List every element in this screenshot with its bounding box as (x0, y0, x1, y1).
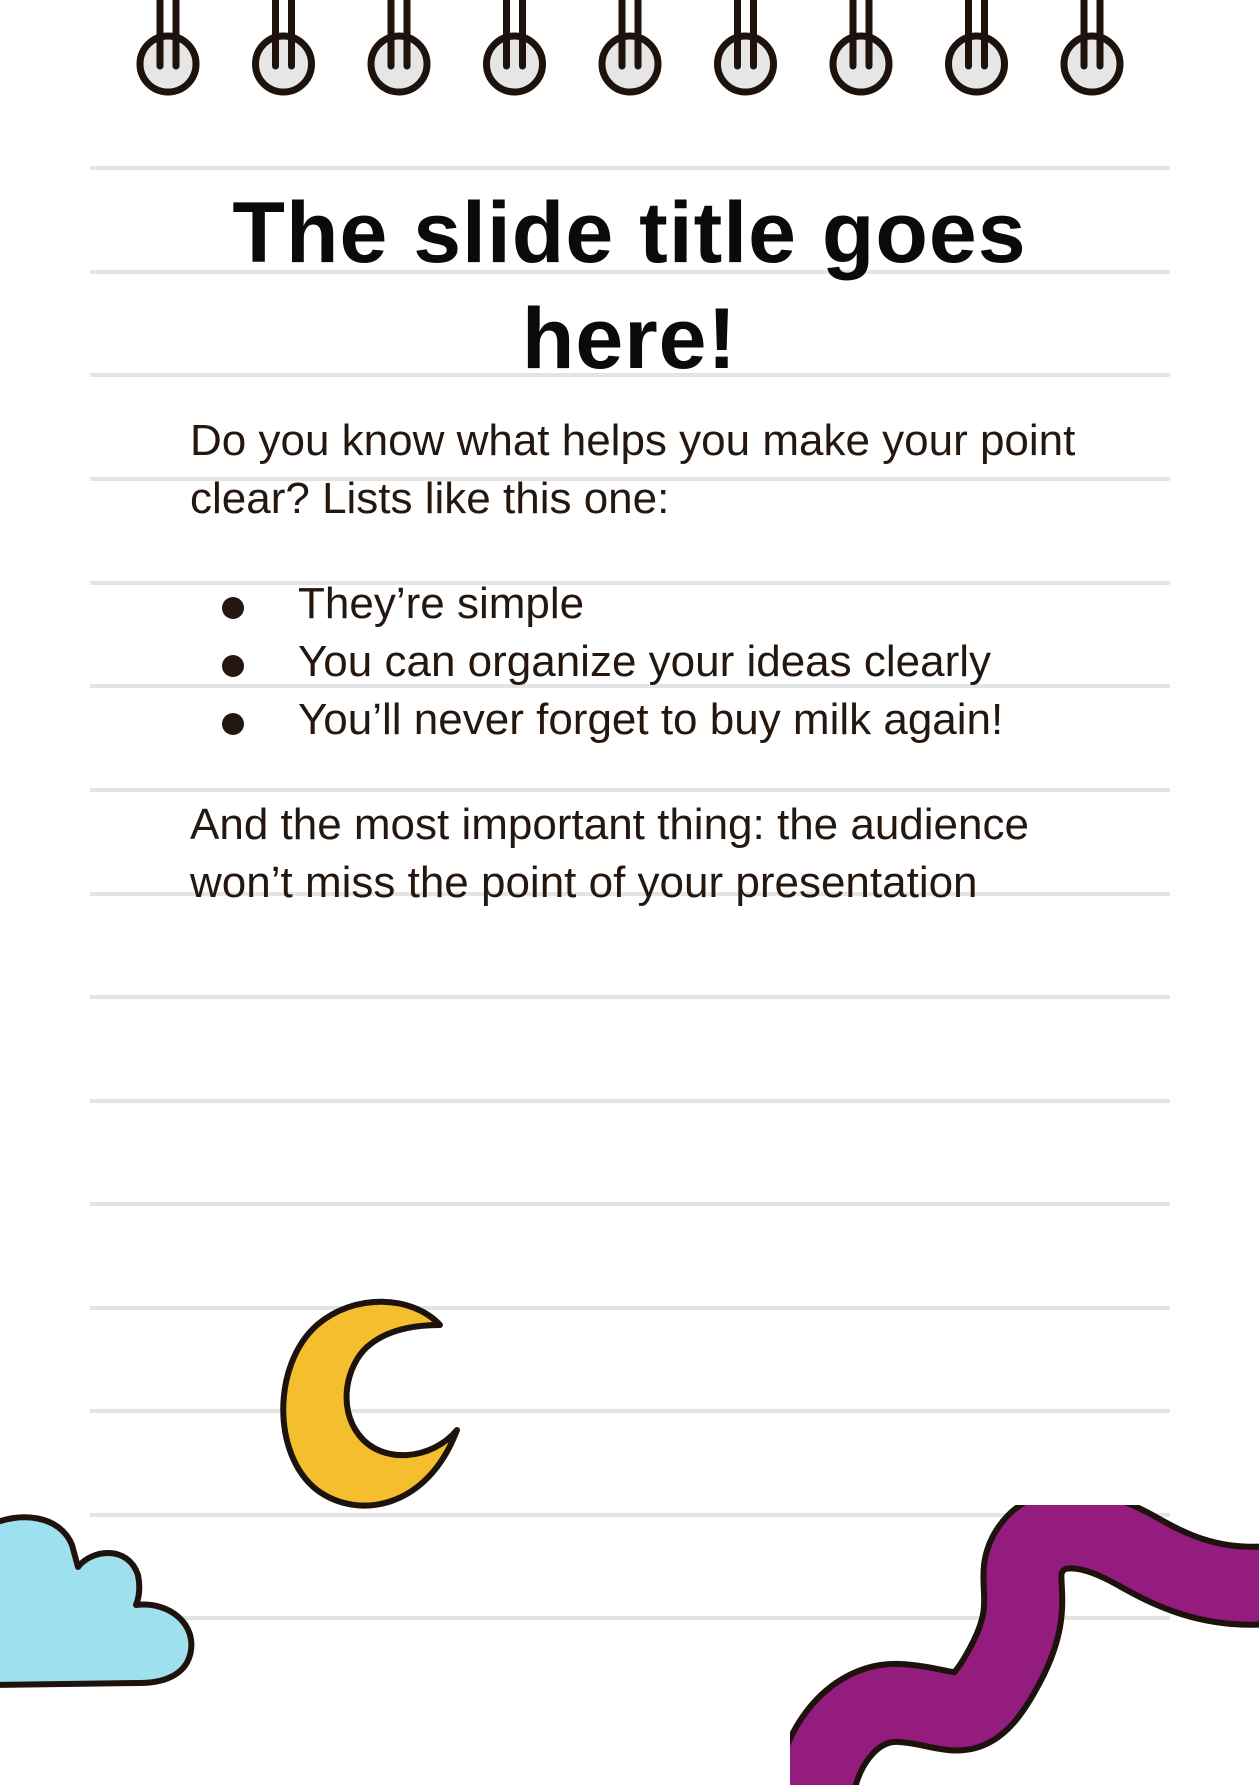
binder-ring (256, 36, 312, 92)
intro-paragraph: Do you know what helps you make your point clear? Lists like this one: (190, 416, 1076, 523)
binder-ring (140, 36, 196, 92)
binder-ring (602, 36, 658, 92)
list-item-text: They’re simple (298, 579, 585, 628)
bullet-dot (222, 713, 244, 735)
ruled-line (90, 1306, 1170, 1310)
binder-ring (718, 36, 774, 92)
ruled-line (90, 1202, 1170, 1206)
list-item (190, 575, 1150, 633)
squiggle-icon (790, 1505, 1259, 1785)
list-item (190, 633, 1150, 691)
binder-ring (1064, 36, 1120, 92)
bullet-dot (222, 655, 244, 677)
binder-ring (487, 36, 543, 92)
bullet-list (190, 575, 1150, 749)
list-item (190, 691, 1150, 749)
ruled-line (90, 166, 1170, 170)
cloud-icon (0, 1505, 200, 1695)
ruled-line (90, 995, 1170, 999)
list-item-text: You’ll never forget to buy milk again! (298, 695, 1004, 744)
crescent-moon-icon (262, 1285, 470, 1517)
spiral-binding-icon (0, 0, 1259, 110)
bullet-dot (222, 597, 244, 619)
binder-ring (833, 36, 889, 92)
binder-ring (949, 36, 1005, 92)
ruled-line (90, 1409, 1170, 1413)
ruled-line (90, 788, 1170, 792)
list-item-text: You can organize your ideas clearly (298, 637, 992, 686)
closing-paragraph: And the most important thing: the audience won’t miss the point of your presentation (190, 800, 1029, 907)
slide-title: The slide title goes here! (232, 185, 1027, 387)
binder-ring (371, 36, 427, 92)
ruled-line (90, 1099, 1170, 1103)
